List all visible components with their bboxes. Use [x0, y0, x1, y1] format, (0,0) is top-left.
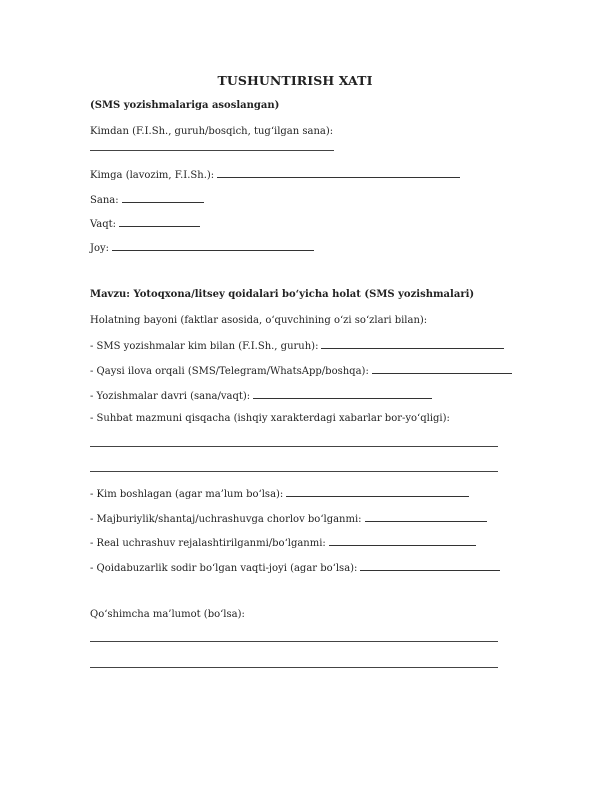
subtitle: (SMS yozishmalariga asoslangan)	[90, 100, 280, 111]
sana-label: Sana:	[90, 195, 119, 206]
qoida-row	[90, 561, 500, 575]
mazmun-field-line-1[interactable]	[90, 446, 498, 447]
mazmun-label: - Suhbat mazmuni qisqacha (ishqiy xarakterdagi xabarlar bor-yo‘qligi):	[90, 413, 450, 424]
majburiy-field-line[interactable]	[365, 512, 487, 522]
uchrashuv-label: - Real uchrashuv rejalashtirilganmi/bo‘lganmi:	[90, 538, 326, 549]
kimdan-field-line[interactable]	[90, 150, 334, 151]
majburiy-label: - Majburiylik/shantaj/uchrashuvga chorlov bo‘lganmi:	[90, 514, 362, 525]
davr-field-line[interactable]	[253, 389, 432, 399]
qoshimcha-field-line-1[interactable]	[90, 641, 498, 642]
davr-label: - Yozishmalar davri (sana/vaqt):	[90, 391, 251, 402]
bayon-label: Holatning bayoni (faktlar asosida, o‘quvchining o‘zi so‘zlari bilan):	[90, 315, 428, 326]
vaqt-field-line[interactable]	[119, 217, 200, 227]
ilova-row	[90, 364, 512, 378]
kimga-field-line[interactable]	[217, 168, 460, 178]
ilova-label: - Qaysi ilova orqali (SMS/Telegram/WhatsApp/boshqa):	[90, 366, 369, 377]
joy-label: Joy:	[90, 243, 110, 254]
ilova-field-line[interactable]	[372, 364, 512, 374]
kimga-label: Kimga (lavozim, F.I.Sh.):	[90, 170, 215, 181]
joy-row	[90, 241, 314, 255]
joy-field-line[interactable]	[112, 241, 314, 251]
qoshimcha-field-line-2[interactable]	[90, 667, 498, 668]
boshlagan-row	[90, 487, 469, 501]
page-title: TUSHUNTIRISH XATI	[217, 73, 373, 88]
majburiy-row	[90, 512, 487, 526]
uchrashuv-field-line[interactable]	[329, 536, 476, 546]
qoida-label: - Qoidabuzarlik sodir bo‘lgan vaqti-joyi (agar bo‘lsa):	[90, 563, 358, 574]
boshlagan-label: - Kim boshlagan (agar ma’lum bo‘lsa):	[90, 489, 284, 500]
kimdan-label: Kimdan (F.I.Sh., guruh/bosqich, tug‘ilgan sana):	[90, 126, 334, 137]
kim-bilan-field-line[interactable]	[321, 339, 504, 349]
mavzu-heading: Mavzu: Yotoqxona/litsey qoidalari bo‘yicha holat (SMS yozishmalari)	[90, 289, 475, 300]
sana-field-line[interactable]	[122, 193, 204, 203]
document-page	[90, 0, 500, 792]
vaqt-row	[90, 217, 200, 231]
vaqt-label: Vaqt:	[90, 219, 117, 230]
kim-bilan-row	[90, 339, 504, 353]
boshlagan-field-line[interactable]	[286, 487, 469, 497]
kim-bilan-label: - SMS yozishmalar kim bilan (F.I.Sh., guruh):	[90, 341, 319, 352]
sana-row	[90, 193, 204, 207]
qoshimcha-label: Qo‘shimcha ma’lumot (bo‘lsa):	[90, 609, 245, 620]
davr-row	[90, 389, 432, 403]
kimga-row	[90, 168, 460, 182]
mazmun-field-line-2[interactable]	[90, 471, 498, 472]
qoida-field-line[interactable]	[360, 561, 500, 571]
uchrashuv-row	[90, 536, 476, 550]
